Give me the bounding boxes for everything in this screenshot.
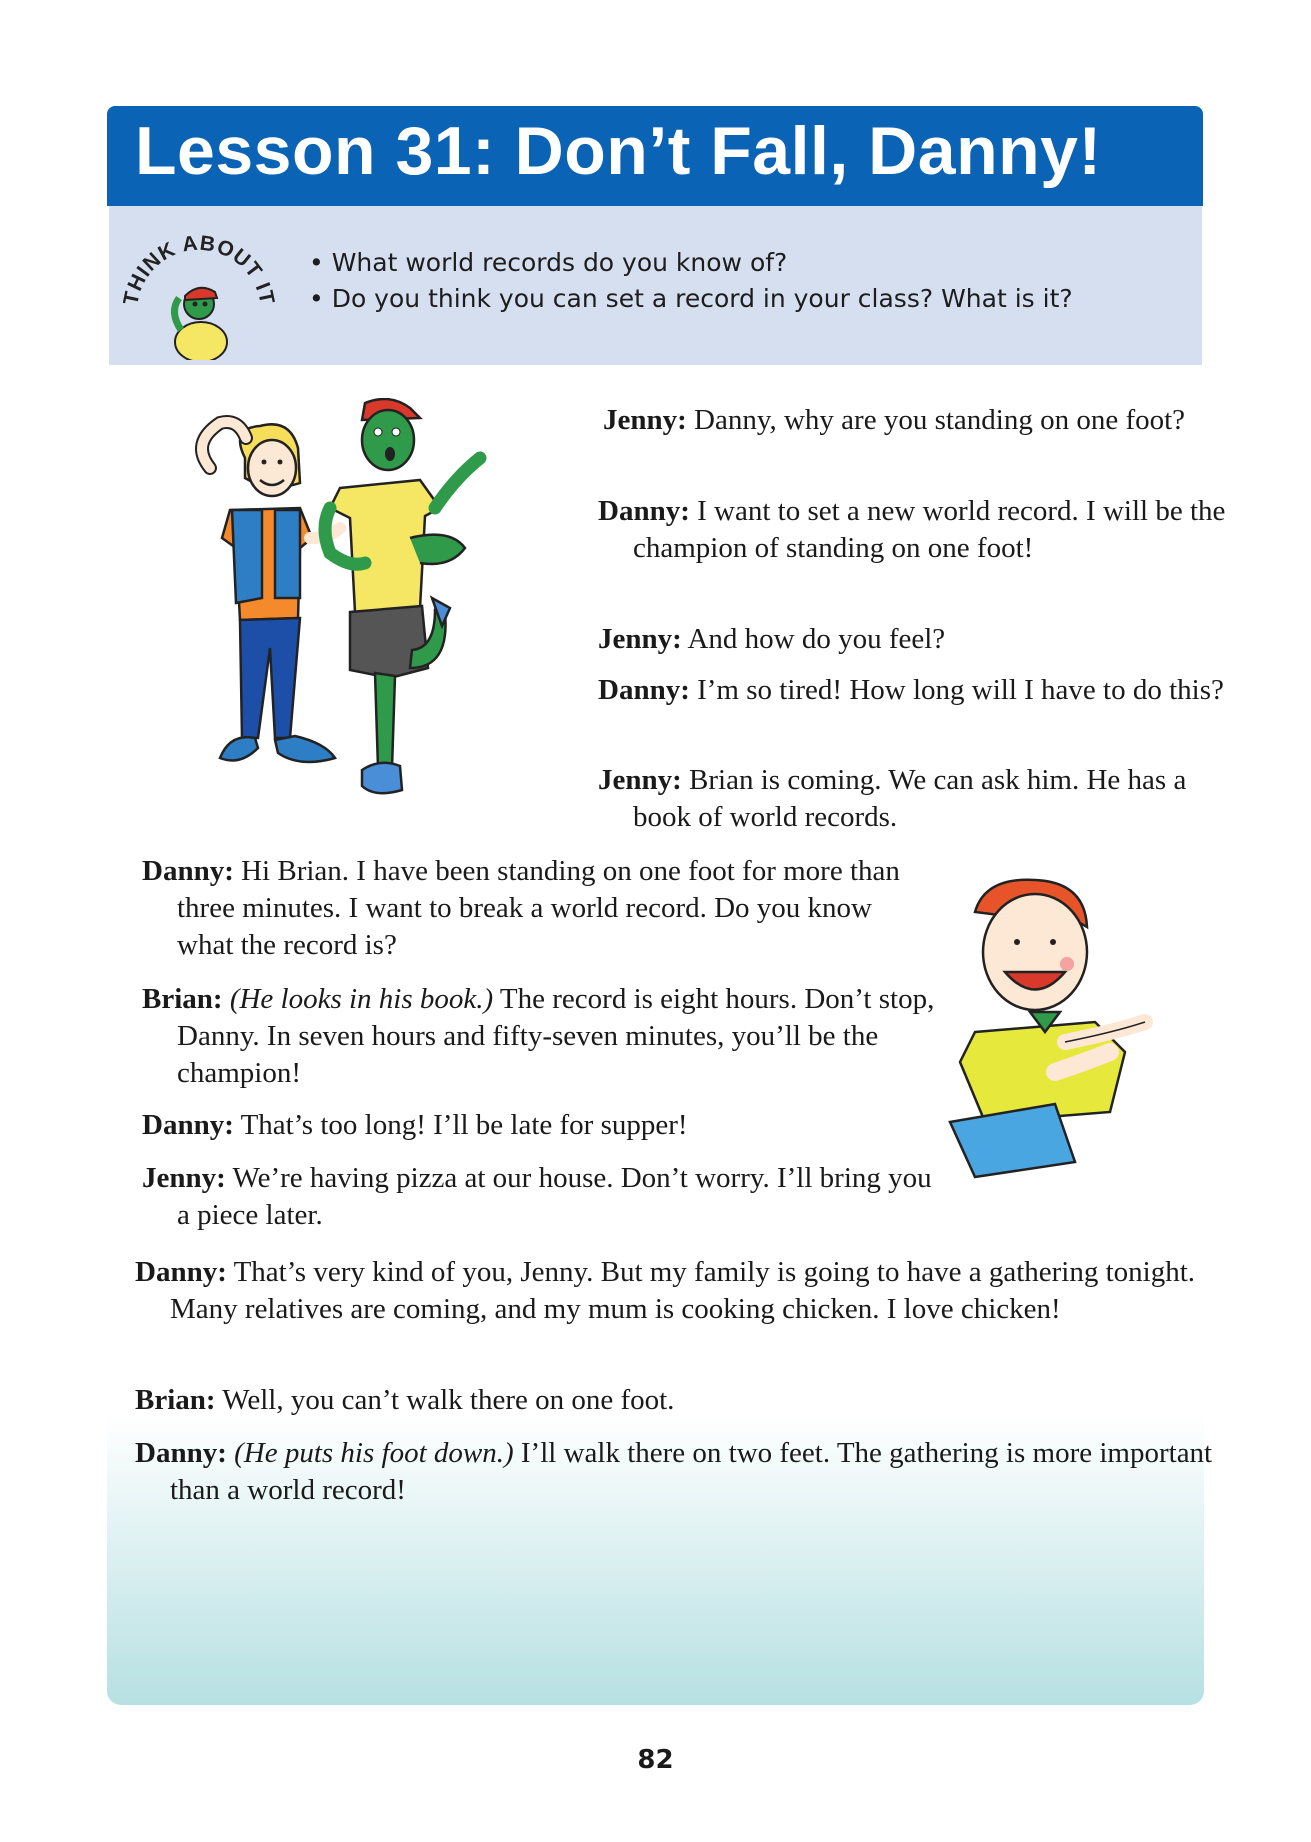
think-question: • Do you think you can set a record in your class? What is it?: [309, 284, 1073, 313]
dialogue-line: [142, 1107, 937, 1144]
speaker-name: Brian:: [135, 1384, 216, 1416]
page-number: 82: [637, 1745, 674, 1775]
speaker-name: Jenny:: [598, 764, 682, 796]
danny-figure: [325, 399, 480, 793]
jenny-figure: [202, 422, 340, 762]
dialogue-line: [142, 1160, 937, 1234]
line-text: Brian is coming. We can ask him. He has a book of world records.: [633, 764, 1187, 833]
line-text: The record is eight hours. Don’t stop, Danny. In seven hours and fifty-seven minutes, you’ll be the champion!: [177, 983, 935, 1089]
line-text: That’s too long! I’ll be late for supper!: [240, 1109, 688, 1141]
dialogue-line: [598, 762, 1233, 836]
think-question: • What world records do you know of?: [309, 248, 788, 277]
speaker-name: Jenny:: [142, 1162, 226, 1194]
speaker-name: Danny:: [598, 495, 690, 527]
speaker-name: Danny:: [142, 1109, 234, 1141]
dialogue-line: [135, 1254, 1245, 1328]
line-text: I’ll walk there on two feet. The gathering is more important than a world record!: [170, 1437, 1213, 1506]
dialogue-line: [598, 672, 1233, 709]
dialogue-line: [598, 621, 1233, 658]
dialogue-line: [135, 1435, 1250, 1509]
line-text: We’re having pizza at our house. Don’t worry. I’ll bring you a piece later.: [177, 1162, 932, 1231]
stage-direction: (He puts his foot down.): [234, 1437, 514, 1469]
dialogue-line: [142, 981, 937, 1092]
line-text: That’s very kind of you, Jenny. But my family is going to have a gathering tonight. Many relatives are coming, and my mum is cooking chicken. I love chicken!: [170, 1256, 1196, 1325]
speaker-name: Danny:: [135, 1256, 227, 1288]
line-text: Well, you can’t walk there on one foot.: [222, 1384, 675, 1416]
speaker-name: Danny:: [135, 1437, 227, 1469]
dialogue-line: [135, 1382, 1245, 1419]
think-about-it-label: THINK ABOUT IT: [119, 231, 279, 307]
line-text: Hi Brian. I have been standing on one foot for more than three minutes. I want to break a world record. Do you know what the record is?: [177, 855, 900, 961]
think-about-it-badge: [119, 220, 279, 360]
speaker-name: Jenny:: [603, 404, 687, 436]
speaker-name: Danny:: [142, 855, 234, 887]
dialogue-line: [142, 853, 907, 964]
speaker-name: Jenny:: [598, 623, 682, 655]
line-text: And how do you feel?: [687, 623, 946, 655]
line-text: I want to set a new world record. I will be the champion of standing on one foot!: [633, 495, 1226, 564]
think-questions: [309, 248, 1073, 320]
jenny-and-danny-illustration: [150, 398, 570, 838]
speaker-name: Brian:: [142, 983, 223, 1015]
brian-illustration: [935, 872, 1175, 1202]
stage-direction: (He looks in his book.): [229, 983, 494, 1015]
lesson-title: Lesson 31: Don’t Fall, Danny!: [135, 113, 1102, 189]
think-about-it-box: [109, 206, 1202, 365]
lesson-title-bar: [107, 106, 1203, 206]
line-text: I’m so tired! How long will I have to do this?: [697, 674, 1224, 706]
speaker-name: Danny:: [598, 674, 690, 706]
dialogue-line: [603, 402, 1238, 439]
line-text: Danny, why are you standing on one foot?: [694, 404, 1186, 436]
dialogue-line: [598, 493, 1233, 567]
